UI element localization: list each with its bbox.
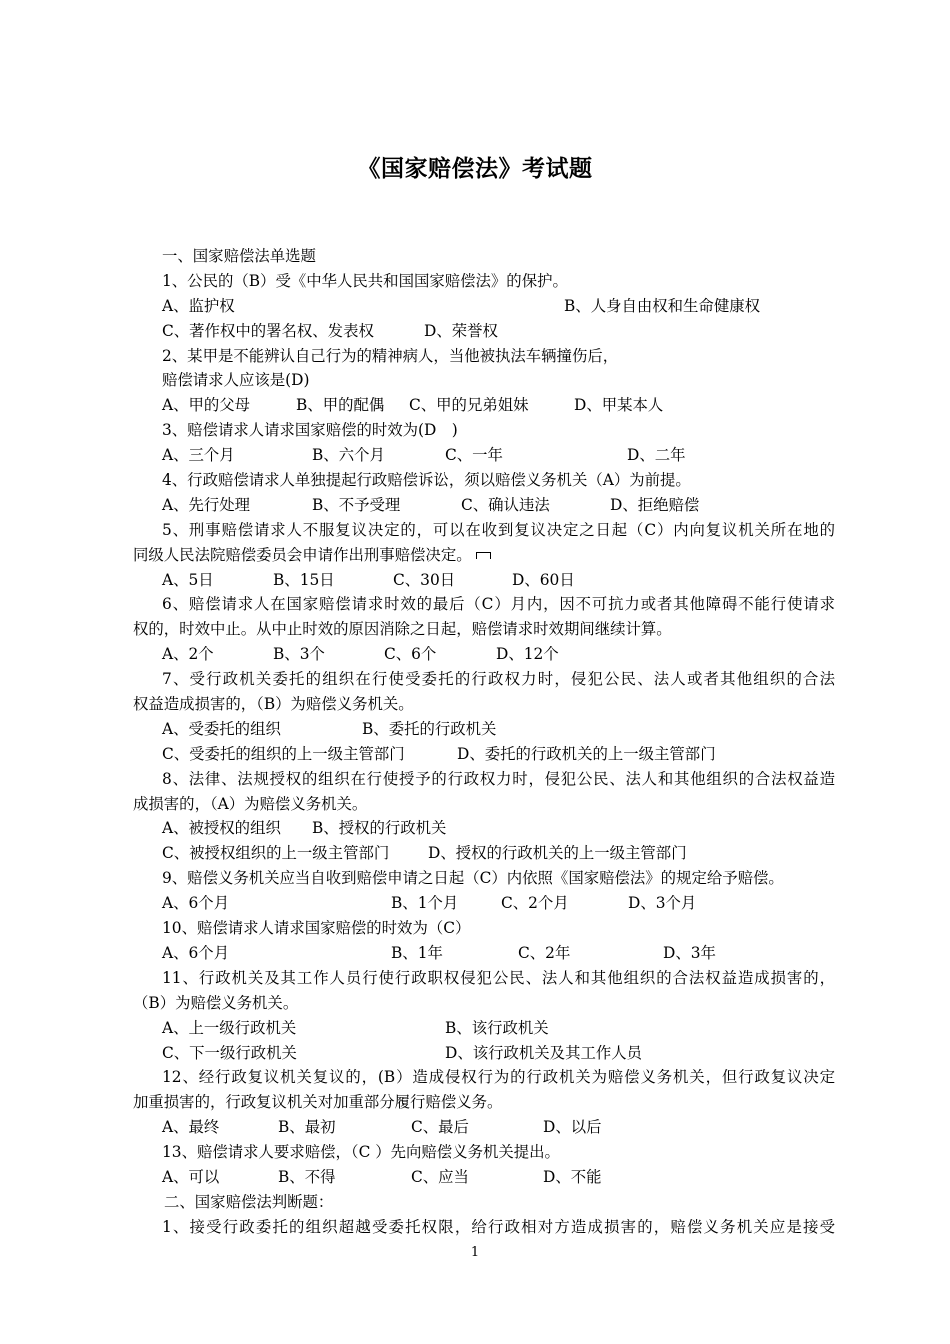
q12-option-a: A、最终 xyxy=(162,1118,220,1137)
q8-option-d: D、授权的行政机关的上一级主管部门 xyxy=(428,844,687,863)
question-8-stem: 8、法律、法规授权的组织在行使授予的行政权力时，侵犯公民、法人和其他组织的合法权益造 xyxy=(162,769,835,788)
q10-option-d: D、3年 xyxy=(663,943,716,962)
question-5-stem-cont: 同级人民法院赔偿委员会申请作出刑事赔偿决定。 xyxy=(133,543,835,568)
question-3-stem: 3、赔偿请求人请求国家赔偿的时效为(D ) xyxy=(162,421,458,440)
q11-option-a: A、上一级行政机关 xyxy=(162,1018,297,1037)
q8-option-c: C、被授权组织的上一级主管部门 xyxy=(162,844,390,863)
section-heading-judgment: 二、国家赔偿法判断题： xyxy=(164,1192,334,1211)
q2-option-a: A、甲的父母 xyxy=(162,396,251,415)
q3-option-c: C、一年 xyxy=(445,446,503,465)
q2-option-b: B、甲的配偶 xyxy=(296,396,385,415)
q3-option-a: A、三个月 xyxy=(162,446,235,465)
question-2-stem: 2、某甲是不能辨认自己行为的精神病人，当他被执法车辆撞伤后， xyxy=(162,346,619,365)
question-10-options xyxy=(133,941,835,966)
q8-option-a: A、被授权的组织 xyxy=(162,819,281,838)
question-8-options-cd xyxy=(133,841,835,866)
question-13-options xyxy=(133,1165,835,1190)
q13-option-d: D、不能 xyxy=(543,1167,602,1186)
question-4-options xyxy=(133,493,835,518)
q4-option-b: B、不予受理 xyxy=(312,495,401,514)
question-5-stem: 5、刑事赔偿请求人不服复议决定的，可以在收到复议决定之日起（C）内向复议机关所在地的 xyxy=(162,520,835,539)
question-7-options-ab xyxy=(133,717,835,742)
question-2-stem-cont: 赔偿请求人应该是(D) xyxy=(162,371,310,390)
q2-option-d: D、甲某本人 xyxy=(574,396,664,415)
question-1-options-ab xyxy=(133,294,835,319)
question-12-stem-cont: 加重损害的，行政复议机关对加重部分履行赔偿义务。 xyxy=(133,1093,503,1112)
question-11-options-cd xyxy=(133,1041,835,1066)
q11-option-c: C、下一级行政机关 xyxy=(162,1043,297,1062)
q9-option-d: D、3个月 xyxy=(628,894,697,913)
question-12-stem: 12、经行政复议机关复议的，(B）造成侵权行为的行政机关为赔偿义务机关，但行政复议决定 xyxy=(162,1068,835,1087)
q10-option-a: A、6个月 xyxy=(162,943,230,962)
q6-option-c: C、6个 xyxy=(384,645,437,664)
question-11-stem-cont: （B）为赔偿义务机关。 xyxy=(133,993,299,1012)
q9-option-b: B、1个月 xyxy=(391,894,459,913)
question-7-options-cd xyxy=(133,742,835,767)
page-title: 《国家赔偿法》考试题 xyxy=(357,156,593,182)
q1-option-d: D、荣誉权 xyxy=(424,321,498,340)
section-heading-single-choice: 一、国家赔偿法单选题 xyxy=(162,247,316,265)
q1-option-a: A、监护权 xyxy=(162,296,235,315)
q3-option-b: B、六个月 xyxy=(312,446,385,465)
question-10-stem: 10、赔偿请求人请求国家赔偿的时效为（C） xyxy=(162,919,471,938)
q11-option-d: D、该行政机关及其工作人员 xyxy=(445,1043,643,1062)
question-9-stem: 9、赔偿义务机关应当自收到赔偿申请之日起（C）内依照《国家赔偿法》的规定给予赔偿。 xyxy=(162,869,784,888)
q5-option-b: B、15日 xyxy=(273,570,335,589)
q12-option-b: B、最初 xyxy=(278,1118,336,1137)
question-7-stem-cont: 权益造成损害的，（B）为赔偿义务机关。 xyxy=(133,695,414,714)
q12-option-c: C、最后 xyxy=(411,1118,469,1137)
q10-option-b: B、1年 xyxy=(391,943,443,962)
question-8-options-ab xyxy=(133,816,835,841)
q6-option-b: B、3个 xyxy=(273,645,325,664)
question-1-options-cd xyxy=(133,319,835,344)
question-11-options-ab xyxy=(133,1016,835,1041)
q5-option-d: D、60日 xyxy=(512,570,575,589)
question-12-options xyxy=(133,1115,835,1140)
page-number: 1 xyxy=(470,1245,480,1260)
question-7-stem: 7、受行政机关委托的组织在行使受委托的行政权力时，侵犯公民、法人或者其他组织的合法 xyxy=(162,670,835,689)
question-5-options xyxy=(133,568,835,593)
q9-option-a: A、6个月 xyxy=(162,894,230,913)
q2-option-c: C、甲的兄弟姐妹 xyxy=(409,396,529,415)
question-1-stem: 1、公民的（B）受《中华人民共和国国家赔偿法》的保护。 xyxy=(162,271,568,290)
q4-option-d: D、拒绝赔偿 xyxy=(610,495,700,514)
question-13-stem: 13、赔偿请求人要求赔偿，（C ）先向赔偿义务机关提出。 xyxy=(162,1143,560,1162)
q1-option-c: C、著作权中的署名权、发表权 xyxy=(162,321,374,340)
q4-option-a: A、先行处理 xyxy=(162,495,251,514)
question-6-stem-cont: 权的，时效中止。从中止时效的原因消除之日起，赔偿请求时效期间继续计算。 xyxy=(133,620,672,639)
question-2-options xyxy=(133,393,835,418)
q13-option-c: C、应当 xyxy=(411,1167,469,1186)
text-cursor-mark xyxy=(476,552,491,559)
q11-option-b: B、该行政机关 xyxy=(445,1018,549,1037)
q13-option-a: A、可以 xyxy=(162,1167,220,1186)
q1-option-b: B、人身自由权和生命健康权 xyxy=(564,296,760,315)
q10-option-c: C、2年 xyxy=(518,943,571,962)
q7-option-b: B、委托的行政机关 xyxy=(362,719,497,738)
question-6-stem: 6、赔偿请求人在国家赔偿请求时效的最后（C）月内，因不可抗力或者其他障碍不能行使请求 xyxy=(162,595,835,614)
q5-option-a: A、5日 xyxy=(162,570,214,589)
q3-option-d: D、二年 xyxy=(627,446,686,465)
q6-option-a: A、2个 xyxy=(162,645,214,664)
q8-option-b: B、授权的行政机关 xyxy=(312,819,447,838)
q6-option-d: D、12个 xyxy=(496,645,559,664)
question-6-options xyxy=(133,642,835,667)
question-9-options xyxy=(133,891,835,916)
q13-option-b: B、不得 xyxy=(278,1167,336,1186)
question-11-stem: 11、行政机关及其工作人员行使行政职权侵犯公民、法人和其他组织的合法权益造成损害的， xyxy=(162,968,835,987)
q7-option-c: C、受委托的组织的上一级主管部门 xyxy=(162,744,405,763)
question-4-stem: 4、行政赔偿请求人单独提起行政赔偿诉讼，须以赔偿义务机关（A）为前提。 xyxy=(162,471,691,490)
question-8-stem-cont: 成损害的，（A）为赔偿义务机关。 xyxy=(133,794,368,813)
judgment-question-1-stem: 1、接受行政委托的组织超越受委托权限，给行政相对方造成损害的，赔偿义务机关应是接受 xyxy=(162,1217,835,1236)
q4-option-c: C、确认违法 xyxy=(461,495,550,514)
q12-option-d: D、以后 xyxy=(543,1118,602,1137)
q5-option-c: C、30日 xyxy=(393,570,456,589)
q7-option-d: D、委托的行政机关的上一级主管部门 xyxy=(457,744,716,763)
q7-option-a: A、受委托的组织 xyxy=(162,719,281,738)
q9-option-c: C、2个月 xyxy=(501,894,569,913)
question-3-options xyxy=(133,443,835,468)
document-body xyxy=(133,244,835,1240)
